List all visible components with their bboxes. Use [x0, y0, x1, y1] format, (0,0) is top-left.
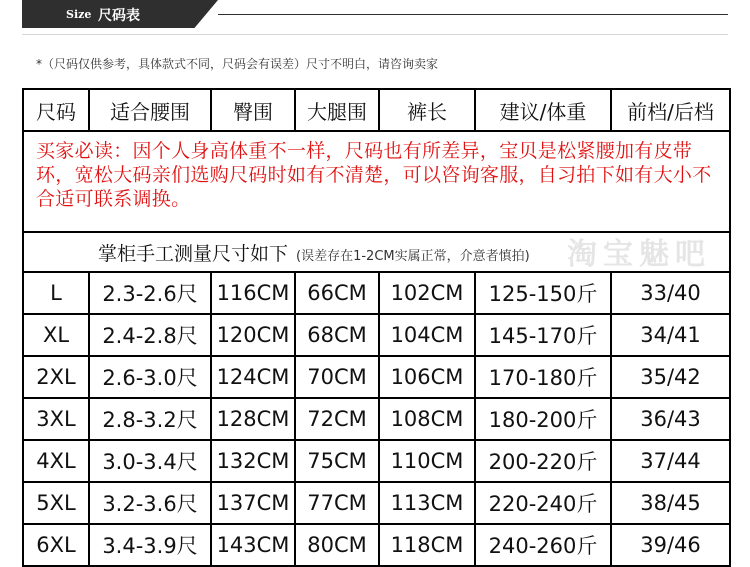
buyer-notice: 买家必读：因个人身高体重不一样，尺码也有所差异，宝贝是松紧腰加有皮带环，宽松大码亲们选购尺码时如有不清楚，可以咨询客服，自习拍下如有大小不合适可联系调换。 — [23, 131, 730, 232]
table-cell: 36/43 — [611, 398, 730, 440]
size-table — [22, 88, 731, 567]
table-row — [23, 440, 730, 482]
column-header: 臀围 — [211, 89, 295, 131]
table-cell: 200-220斤 — [475, 440, 611, 482]
measurement-note: (误差存在1-2CM实属正常，介意者慎拍) — [296, 248, 530, 264]
table-cell: 113CM — [379, 482, 475, 524]
table-cell: 125-150斤 — [475, 272, 611, 314]
header-title: 尺码表 — [98, 8, 140, 24]
table-cell: 39/46 — [611, 524, 730, 566]
column-header: 裤长 — [379, 89, 475, 131]
table-cell: 80CM — [295, 524, 379, 566]
table-cell: 170-180斤 — [475, 356, 611, 398]
table-cell: 75CM — [295, 440, 379, 482]
watermark: 淘宝魅吧 — [567, 237, 711, 272]
table-row — [23, 272, 730, 314]
table-row — [23, 398, 730, 440]
table-cell: 120CM — [211, 314, 295, 356]
table-cell: 108CM — [379, 398, 475, 440]
size-note: *（尺码仅供参考，具体款式不同，尺码会有误差）尺寸不明白，请咨询卖家 — [36, 57, 439, 71]
measurement-title: 掌柜手工测量尺寸如下 — [98, 242, 289, 265]
header-divider — [22, 34, 728, 35]
table-cell: 77CM — [295, 482, 379, 524]
table-row — [23, 524, 730, 566]
table-cell: 137CM — [211, 482, 295, 524]
header-rule — [218, 14, 728, 15]
table-row — [23, 482, 730, 524]
header-size-label: Size — [66, 8, 92, 21]
table-cell: 6XL — [23, 524, 89, 566]
column-header: 尺码 — [23, 89, 89, 131]
table-cell: L — [23, 272, 89, 314]
table-cell: 116CM — [211, 272, 295, 314]
table-cell: 145-170斤 — [475, 314, 611, 356]
table-cell: 2.8-3.2尺 — [89, 398, 211, 440]
table-cell: 118CM — [379, 524, 475, 566]
table-cell: 70CM — [295, 356, 379, 398]
table-cell: 66CM — [295, 272, 379, 314]
table-row — [23, 356, 730, 398]
table-cell: 220-240斤 — [475, 482, 611, 524]
table-cell: 132CM — [211, 440, 295, 482]
table-header-row — [23, 89, 730, 131]
table-cell: 38/45 — [611, 482, 730, 524]
table-cell: 3XL — [23, 398, 89, 440]
table-cell: 240-260斤 — [475, 524, 611, 566]
table-cell: 124CM — [211, 356, 295, 398]
table-cell: 3.4-3.9尺 — [89, 524, 211, 566]
table-cell: 3.0-3.4尺 — [89, 440, 211, 482]
table-cell: 2XL — [23, 356, 89, 398]
table-cell: 143CM — [211, 524, 295, 566]
table-cell: 4XL — [23, 440, 89, 482]
table-cell: XL — [23, 314, 89, 356]
table-cell: 37/44 — [611, 440, 730, 482]
table-cell: 128CM — [211, 398, 295, 440]
table-cell: 5XL — [23, 482, 89, 524]
column-header: 大腿围 — [295, 89, 379, 131]
table-cell: 34/41 — [611, 314, 730, 356]
table-cell: 104CM — [379, 314, 475, 356]
table-cell: 106CM — [379, 356, 475, 398]
table-cell: 72CM — [295, 398, 379, 440]
table-cell: 68CM — [295, 314, 379, 356]
table-cell: 110CM — [379, 440, 475, 482]
table-cell: 180-200斤 — [475, 398, 611, 440]
table-cell: 2.6-3.0尺 — [89, 356, 211, 398]
table-cell: 3.2-3.6尺 — [89, 482, 211, 524]
table-cell: 33/40 — [611, 272, 730, 314]
table-cell: 35/42 — [611, 356, 730, 398]
column-header: 前档/后档 — [611, 89, 730, 131]
measurement-caption — [23, 232, 730, 272]
table-row — [23, 314, 730, 356]
table-cell: 102CM — [379, 272, 475, 314]
column-header: 适合腰围 — [89, 89, 211, 131]
column-header: 建议/体重 — [475, 89, 611, 131]
table-cell: 2.3-2.6尺 — [89, 272, 211, 314]
table-cell: 2.4-2.8尺 — [89, 314, 211, 356]
